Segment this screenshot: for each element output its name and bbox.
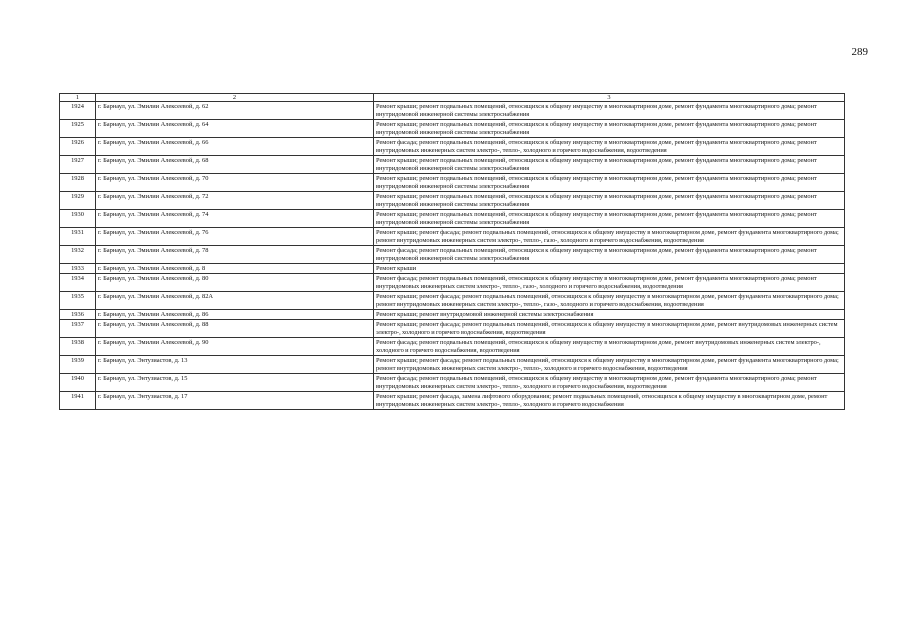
- column-header-3: 3: [374, 94, 845, 102]
- table-row: [60, 192, 845, 210]
- address-cell: г. Барнаул, ул. Эмилии Алексеевой, д. 68: [96, 156, 374, 174]
- table-body: [60, 102, 845, 410]
- table-row: [60, 156, 845, 174]
- table-row: [60, 374, 845, 392]
- address-cell: г. Барнаул, ул. Эмилии Алексеевой, д. 76: [96, 228, 374, 246]
- address-cell: г. Барнаул, ул. Эмилии Алексеевой, д. 74: [96, 210, 374, 228]
- table-row: [60, 320, 845, 338]
- address-cell: г. Барнаул, ул. Эмилии Алексеевой, д. 8: [96, 264, 374, 274]
- row-number-cell: 1925: [60, 120, 96, 138]
- table-row: [60, 392, 845, 410]
- works-cell: Ремонт крыши; ремонт фасада; ремонт подвальных помещений, относящихся к общему имуществу в многоквартирном доме, ремонт фундамента многоквартирного дома; ремонт внутридомовых инженерных систем электро-, тепло-, газо-, холодного и горячего водоснабжения, водоотведения: [374, 292, 845, 310]
- address-cell: г. Барнаул, ул. Эмилии Алексеевой, д. 70: [96, 174, 374, 192]
- works-cell: Ремонт фасада; ремонт подвальных помещений, относящихся к общему имуществу в многоквартирном доме, ремонт внутридомовых инженерных систем электро-, холодного и горячего водоснабжения, водоотведения: [374, 338, 845, 356]
- works-cell: Ремонт фасада; ремонт подвальных помещений, относящихся к общему имуществу в многоквартирном доме, ремонт фундамента многоквартирного дома; ремонт внутридомовых инженерных систем электро-, тепло-, холодного и горячего водоснабжения, водоотведения: [374, 138, 845, 156]
- row-number-cell: 1924: [60, 102, 96, 120]
- table-row: [60, 102, 845, 120]
- address-cell: г. Барнаул, ул. Энтузиастов, д. 17: [96, 392, 374, 410]
- column-header-1: 1: [60, 94, 96, 102]
- table-row: [60, 246, 845, 264]
- table-row: [60, 274, 845, 292]
- works-cell: Ремонт крыши; ремонт подвальных помещений, относящихся к общему имуществу в многоквартирном доме, ремонт фундамента многоквартирного дома; ремонт внутридомовой инженерной системы электроснабжения: [374, 192, 845, 210]
- works-cell: Ремонт крыши; ремонт фасада; ремонт подвальных помещений, относящихся к общему имуществу в многоквартирном доме, ремонт внутридомовых инженерных систем электро-, холодного и горячего водоснабжения, водоотведения: [374, 320, 845, 338]
- works-cell: Ремонт крыши; ремонт фасада; ремонт подвальных помещений, относящихся к общему имуществу в многоквартирном доме, ремонт фундамента многоквартирного дома; ремонт внутридомовых инженерных систем электро-, тепло-, газо-, холодного и горячего водоснабжения, водоотведения: [374, 228, 845, 246]
- works-cell: Ремонт крыши; ремонт подвальных помещений, относящихся к общему имуществу в многоквартирном доме, ремонт фундамента многоквартирного дома; ремонт внутридомовой инженерной системы электроснабжения: [374, 120, 845, 138]
- address-cell: г. Барнаул, ул. Эмилии Алексеевой, д. 80: [96, 274, 374, 292]
- table-row: [60, 264, 845, 274]
- row-number-cell: 1926: [60, 138, 96, 156]
- works-cell: Ремонт крыши; ремонт фасада; ремонт подвальных помещений, относящихся к общему имуществу в многоквартирном доме, ремонт фундамента многоквартирного дома; ремонт внутридомовых инженерных систем электро-, тепло-, холодного и горячего водоснабжения, водоотведения: [374, 356, 845, 374]
- table-row: [60, 174, 845, 192]
- row-number-cell: 1928: [60, 174, 96, 192]
- row-number-cell: 1936: [60, 310, 96, 320]
- address-cell: г. Барнаул, ул. Эмилии Алексеевой, д. 66: [96, 138, 374, 156]
- table-header-row: [60, 94, 845, 102]
- row-number-cell: 1933: [60, 264, 96, 274]
- address-cell: г. Барнаул, ул. Эмилии Алексеевой, д. 86: [96, 310, 374, 320]
- row-number-cell: 1938: [60, 338, 96, 356]
- table-row: [60, 310, 845, 320]
- row-number-cell: 1930: [60, 210, 96, 228]
- address-cell: г. Барнаул, ул. Эмилии Алексеевой, д. 78: [96, 246, 374, 264]
- address-cell: г. Барнаул, ул. Эмилии Алексеевой, д. 62: [96, 102, 374, 120]
- row-number-cell: 1940: [60, 374, 96, 392]
- works-cell: Ремонт крыши; ремонт подвальных помещений, относящихся к общему имуществу в многоквартирном доме, ремонт фундамента многоквартирного дома; ремонт внутридомовой инженерной системы электроснабжения: [374, 102, 845, 120]
- row-number-cell: 1932: [60, 246, 96, 264]
- table-row: [60, 120, 845, 138]
- works-cell: Ремонт крыши; ремонт подвальных помещений, относящихся к общему имуществу в многоквартирном доме, ремонт фундамента многоквартирного дома; ремонт внутридомовой инженерной системы электроснабжения: [374, 174, 845, 192]
- works-cell: Ремонт фасада; ремонт подвальных помещений, относящихся к общему имуществу в многоквартирном доме, ремонт фундамента многоквартирного дома; ремонт внутридомовых инженерных систем электро-, тепло-, газо-, холодного и горячего водоснабжения, водоотведения: [374, 274, 845, 292]
- row-number-cell: 1937: [60, 320, 96, 338]
- row-number-cell: 1939: [60, 356, 96, 374]
- address-cell: г. Барнаул, ул. Энтузиастов, д. 15: [96, 374, 374, 392]
- address-cell: г. Барнаул, ул. Эмилии Алексеевой, д. 82А: [96, 292, 374, 310]
- address-cell: г. Барнаул, ул. Эмилии Алексеевой, д. 90: [96, 338, 374, 356]
- row-number-cell: 1935: [60, 292, 96, 310]
- buildings-repair-table: [59, 93, 845, 410]
- table-row: [60, 210, 845, 228]
- address-cell: г. Барнаул, ул. Эмилии Алексеевой, д. 72: [96, 192, 374, 210]
- row-number-cell: 1929: [60, 192, 96, 210]
- row-number-cell: 1927: [60, 156, 96, 174]
- address-cell: г. Барнаул, ул. Энтузиастов, д. 13: [96, 356, 374, 374]
- table-row: [60, 292, 845, 310]
- works-cell: Ремонт крыши; ремонт фасада, замена лифтового оборудования; ремонт подвальных помещений, относящихся к общему имуществу в многоквартирном доме, ремонт внутридомовых инженерных систем электро-, тепло-, холодного и горячего водоснабжения: [374, 392, 845, 410]
- address-cell: г. Барнаул, ул. Эмилии Алексеевой, д. 64: [96, 120, 374, 138]
- works-cell: Ремонт крыши; ремонт внутридомовой инженерной системы электроснабжения: [374, 310, 845, 320]
- column-header-2: 2: [96, 94, 374, 102]
- works-cell: Ремонт крыши; ремонт подвальных помещений, относящихся к общему имуществу в многоквартирном доме, ремонт фундамента многоквартирного дома; ремонт внутридомовой инженерной системы электроснабжения: [374, 210, 845, 228]
- works-cell: Ремонт крыши: [374, 264, 845, 274]
- table-row: [60, 338, 845, 356]
- table-row: [60, 228, 845, 246]
- address-cell: г. Барнаул, ул. Эмилии Алексеевой, д. 88: [96, 320, 374, 338]
- page-number: 289: [851, 46, 868, 58]
- row-number-cell: 1934: [60, 274, 96, 292]
- works-cell: Ремонт фасада; ремонт подвальных помещений, относящихся к общему имуществу в многоквартирном доме, ремонт фундамента многоквартирного дома; ремонт внутридомовой инженерной системы электроснабжения: [374, 246, 845, 264]
- table-row: [60, 356, 845, 374]
- row-number-cell: 1931: [60, 228, 96, 246]
- row-number-cell: 1941: [60, 392, 96, 410]
- table-row: [60, 138, 845, 156]
- works-cell: Ремонт фасада; ремонт подвальных помещений, относящихся к общему имуществу в многоквартирном доме, ремонт фундамента многоквартирного дома; ремонт внутридомовых инженерных систем электро-, тепло-, холодного и горячего водоснабжения, водоотведения: [374, 374, 845, 392]
- works-cell: Ремонт крыши; ремонт подвальных помещений, относящихся к общему имуществу в многоквартирном доме, ремонт фундамента многоквартирного дома; ремонт внутридомовой инженерной системы электроснабжения: [374, 156, 845, 174]
